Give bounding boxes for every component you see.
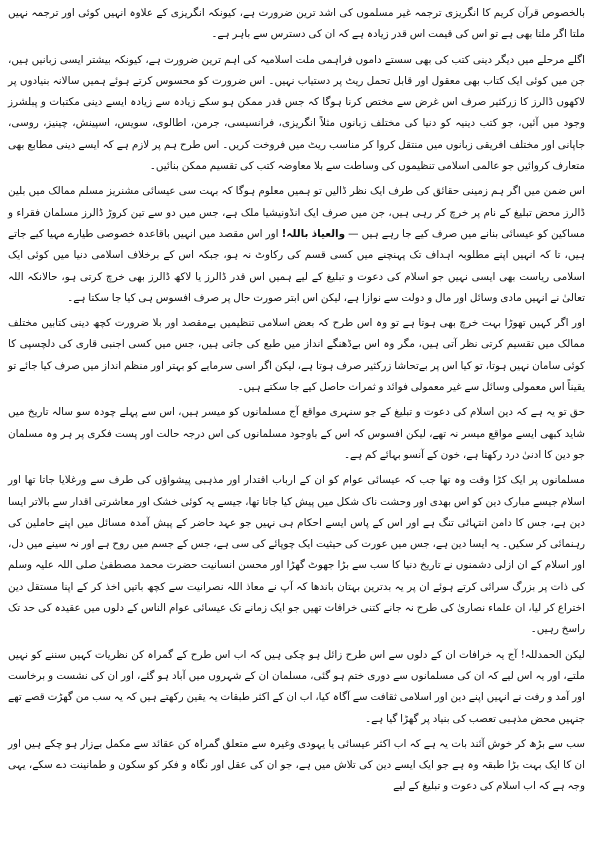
paragraph-historical-misconceptions bbox=[8, 470, 585, 640]
paragraph-poor-distribution bbox=[8, 313, 585, 398]
paragraph-golden-opportunities bbox=[8, 402, 585, 466]
emphasis-phrase: والعیاذ باللہ! bbox=[281, 227, 346, 240]
paragraph-myths-dispelled bbox=[8, 645, 585, 730]
paragraph-text: اس ضمن میں اگر ہم زمینی حقائق کی طرف ایک نظر ڈالیں تو ہمیں معلوم ہوگا کہ بہت سی عیسائی مشنریز مسلم ممالک میں بلین ڈالرز محض تبلیغ کے نام پر خرچ کر رہی ہیں، جن میں صرف ایک انڈونیشیا ملک ہے، جس میں دو سے تین کروڑ ڈالرز مسلمان فقراء و مساکین کو عیسائی بنانے میں صرف کیے جا رہے ہیں — bbox=[8, 185, 585, 240]
paragraph-missionary-spending bbox=[8, 181, 585, 309]
paragraph-text: بالخصوص قرآن کریم کا انگریزی ترجمہ غیر مسلموں کی اشد ترین ضرورت ہے، کیونکہ انگریزی کے علاوہ انہیں کوئی اور ترجمہ نہیں ملتا اگر ملتا بھی ہے تو اس کی قیمت اس قدر زیادہ ہے کہ ان کی دسترس سے باہر ہے۔ bbox=[8, 7, 585, 41]
paragraph-text: اور اگر کہیں تھوڑا بہت خرچ بھی ہوتا ہے تو وہ اس طرح کہ بعض اسلامی تنظیمیں بےمقصد اور بلا ضرورت کچھ دینی کتابیں مختلف ممالک میں تقسیم کرتی نظر آتی ہیں، مگر وہ اس بےڈھنگے انداز میں طبع کی جاتی ہیں، جس میں کسی اجنبی قاری کی دلچسپی کا کوئی سامان نہیں ہوتا، تو کیا اس پر بےتحاشا زرکثیر صرف ہوتا ہے، لیکن اگر اسی سرمایے کو بہتر اور منظم انداز میں صرف کیا جائے تو یقیناً اس معمولی وسائل سے غیر معمولی فوائد و ثمرات حاصل کیے جا سکتے ہیں۔ bbox=[8, 317, 585, 394]
paragraph-text: سب سے بڑھ کر خوش آئند بات یہ ہے کہ اب اکثر عیسائی یا یہودی وغیرہ سے متعلق گمراہ کن عقائد سے مکمل بےزار ہو چکے ہیں اور ان کا ایک بہت بڑا طبقہ وہ ہے جو ایک ایسے دین کی تلاش میں ہے، جو ان کی عقل اور نگاہ و فکر کو سکون و طمانینت دے سکے، یہی وجہ ہے کہ اب اسلام کی دعوت و تبلیغ کے لیے bbox=[8, 737, 585, 793]
paragraph-text: حق تو یہ ہے کہ دین اسلام کی دعوت و تبلیغ کے جو سنہری مواقع آج مسلمانوں کو میسر ہیں، اس سے پہلے چودہ سو سالہ تاریخ میں شاید کبھی ایسے مواقع میسر نہ تھے، لیکن افسوس کہ اس کے باوجود مسلمانوں کی اس درجہ حالت اور پست فکری پر ہر وہ مسلمان جو دین کا ادنیٰ درد رکھتا ہے، خون کے آنسو بہائے کم ہے۔ bbox=[8, 406, 585, 461]
paragraph-text: اور اس مقصد میں انہیں باقاعدہ خصوصی طیارے مہیا کیے جاتے ہیں، تا کہ انہیں اپنے مطلوبہ اہداف تک پہنچنے میں کسی قسم کی رکاوٹ نہ ہو، جبکہ اس کے برخلاف اسلامی دنیا میں کوئی ایک اسلامی ریاست بھی ایسی نہیں جو اسلام کی دعوت و تبلیغ کے لیے ہمیں اس قدر ڈالرز یا لاکھ ڈالرز بھی خرچ کرتی ہو، حالانکہ اللہ تعالیٰ نے انہیں مادی وسائل اور مال و دولت سے نوازا ہے، لیکن اس ابتر صورت حال پر صرف افسوس ہی کیا جا سکتا ہے۔ bbox=[8, 227, 585, 304]
paragraph-text: اگلے مرحلے میں دیگر دینی کتب کی بھی سستے داموں فراہمی ملت اسلامیہ کی اہم ترین ضرورت ہے، کیونکہ بیشتر ایسی زبانیں ہیں، جن میں کوئی ایک کتاب بھی معقول اور قابل تحمل ریٹ پر دستیاب نہیں۔ اس ضرورت کو محسوس کرتے ہوئے ہمیں سالانہ بنیادوں پر لاکھوں ڈالرز کا زرکثیر صرف اس غرض سے مختص کرنا ہوگا کہ جس قدر ممکن ہو سکے زیادہ سے زیادہ ایسے دینی مکتبات و پبلشرز وجود میں آئیں، جو کتب دینیہ کو دنیا کی مختلف زبانوں مثلاً انگریزی، فرانسیسی، جرمن، اطالوی، سویس، اسپینش، چینیز، روسی، جاپانی اور مختلف افریقی زبانوں میں منتقل کروا کر مناسب ریٹ میں فروخت کریں۔ اس طرح ہم پر لازم ہے کہ ایسے دینی مطابع بھی متعارف کروائیں جو عالمی اسلامی تنظیموں کی وساطت سے بلا معاوضہ کتب کی تقسیم ممکن بنائیں۔ bbox=[8, 53, 585, 173]
paragraph-seeking-faith bbox=[8, 734, 585, 798]
paragraph-religious-books bbox=[8, 50, 585, 178]
paragraph-text: لیکن الحمدللہ! آج یہ خرافات ان کے دلوں سے اس طرح زائل ہو چکی ہیں کہ اب اس طرح کے گمراہ کن نظریات کہیں سننے کو نہیں ملتے، اور یہ اس لیے کہ ان کی مسلمانوں سے دوری ختم ہو گئی، مسلمان ان کے شہروں میں آباد ہو گئے، اور ان کی نشست و برخاست اور آمد و رفت نے انہیں اپنے دین اور اسلامی ثقافت سے آگاہ کیا، اب ان کے اکثر طبقات یہ یقین رکھتے ہیں کہ یہ سب من گھڑت قصے تھے جنہیں محض مذہبی تعصب کی بنیاد پر گھڑا گیا ہے۔ bbox=[8, 648, 585, 725]
paragraph-text: مسلمانوں پر ایک کڑا وقت وہ تھا جب کہ عیسائی عوام کو ان کے ارباب اقتدار اور مذہبی پیشواؤں کی طرف سے ورغلایا جاتا تھا اور اسلام جیسے مبارک دین کو اس بھدی اور وحشت ناک شکل میں پیش کیا جاتا تھا، جیسے یہ کوئی خشک اور معاشرتی اقدار سے بالاتر ایسا دین ہے، جس کا دامن انتہائی تنگ ہے اور اس کے پاس ایسے احکام ہی نہیں جو عہد حاضر کے پیش آمدہ مسائل میں اپنے حاملین کی رہنمائی کر سکیں۔ یہ ایسا دین ہے، جس میں عورت کی حیثیت ایک چوپائے کی سی ہے، جس کے جسم میں روح ہے اور نہ سینے میں دل، اور اسلام کے ان ازلی دشمنوں نے تاریخ دنیا کا سب سے بڑا جھوٹ گھڑا اور محسن انسانیت حضرت محمد مصطفیٰ صلی اللہ علیہ وسلم کی ذات پر بزرگ سرائی کرتے ہوئے ان پر یہ بدترین بہتان باندھا کہ آپ نے معاذ اللہ نصرانیت سے کچھ باتیں اخذ کر کے اپنا مستقل دین اختراع کر لیا، ان علماء نصاریٰ کی طرح نہ جانے کتنی خرافات تھیں جو ایک زمانے تک عیسائی عوام الناس کے دلوں میں عقیدہ کی حد تک راسخ رہیں۔ bbox=[8, 474, 585, 636]
paragraph-quran-translation bbox=[8, 3, 585, 46]
